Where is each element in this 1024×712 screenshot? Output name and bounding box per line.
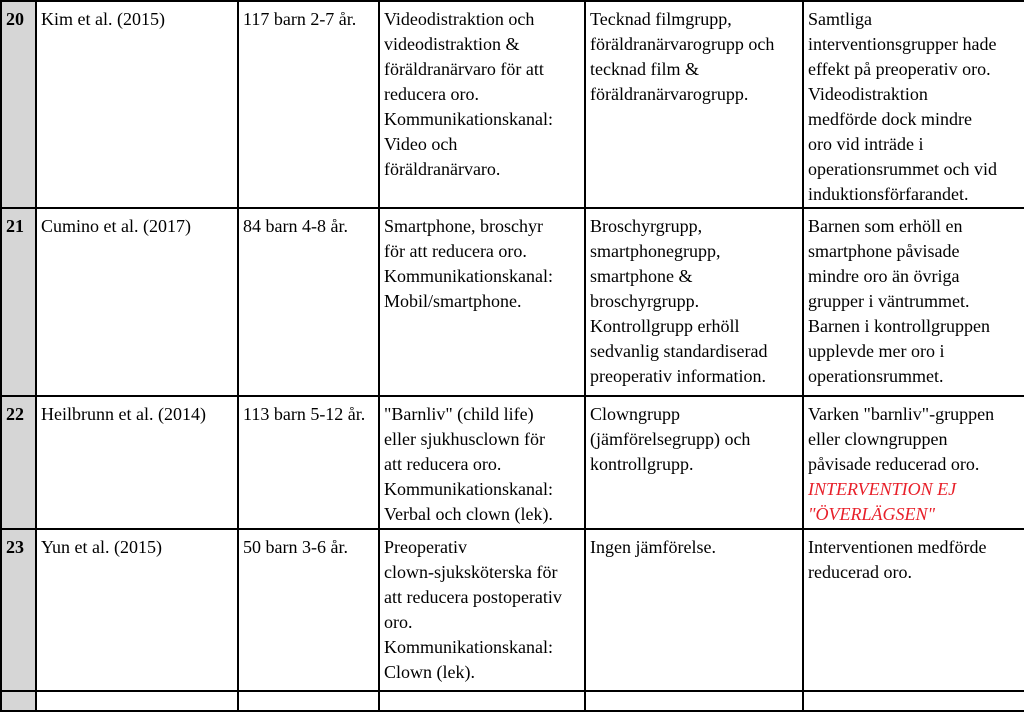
cell-line: mindre oro än övriga <box>808 266 960 286</box>
cell-line: interventionsgrupper hade <box>808 34 997 54</box>
cell-line: Preoperativ <box>384 537 467 557</box>
cell-line: tecknad film & <box>590 59 699 79</box>
cell-line: oro. <box>384 612 413 632</box>
cell-line: upplevde mer oro i <box>808 341 945 361</box>
cell-line: föräldranärvaro för att <box>384 59 544 79</box>
cell-line: effekt på preoperativ oro. <box>808 59 991 79</box>
table-row <box>1 529 1024 691</box>
cell-line: oro vid inträde i <box>808 134 924 154</box>
cell-line: Kontrollgrupp erhöll <box>590 316 740 336</box>
cell-line: preoperativ information. <box>590 366 766 386</box>
author-cell: Kim et al. (2015) <box>36 1 238 208</box>
comparison-cell <box>585 1 803 208</box>
cell-line: för att reducera oro. <box>384 241 527 261</box>
intervention-cell <box>379 396 585 529</box>
cell-line: induktionsförfarandet. <box>808 184 969 204</box>
cell-line: broschyrgrupp. <box>590 291 700 311</box>
row-number: 21 <box>1 208 36 396</box>
cell-line: Barnen som erhöll en <box>808 216 963 236</box>
cell-line: Video och <box>384 134 458 154</box>
row-number: 20 <box>1 1 36 208</box>
intervention-cell <box>379 208 585 396</box>
cell-line: Kommunikationskanal: <box>384 109 553 129</box>
sample-cell: 113 barn 5-12 år. <box>238 396 379 529</box>
cell-line: Clown (lek). <box>384 662 475 682</box>
cell-line: att reducera postoperativ <box>384 587 562 607</box>
comparison-cell <box>585 529 803 691</box>
cell-line: Ingen jämförelse. <box>590 537 716 557</box>
cell-line: eller clowngruppen <box>808 429 948 449</box>
cell-line: eller sjukhusclown för <box>384 429 545 449</box>
cell-line: Videodistraktion <box>808 84 928 104</box>
cell-line: Kommunikationskanal: <box>384 479 553 499</box>
result-cell <box>803 208 1024 396</box>
cell-line: påvisade reducerad oro. <box>808 454 980 474</box>
sample-cell: 84 barn 4-8 år. <box>238 208 379 396</box>
table-row <box>1 691 1024 711</box>
cell-line: föräldranärvarogrupp. <box>590 84 749 104</box>
cell-line: INTERVENTION EJ <box>808 479 957 499</box>
comparison-cell <box>585 691 803 711</box>
intervention-cell <box>379 691 585 711</box>
cell-line: att reducera oro. <box>384 454 502 474</box>
result-cell <box>803 691 1024 711</box>
cell-line: medförde dock mindre <box>808 109 972 129</box>
cell-line: reducerad oro. <box>808 562 912 582</box>
result-cell <box>803 396 1024 529</box>
cell-line: Clowngrupp <box>590 404 680 424</box>
intervention-cell <box>379 529 585 691</box>
author-cell: Cumino et al. (2017) <box>36 208 238 396</box>
comparison-cell <box>585 208 803 396</box>
cell-line: smartphone & <box>590 266 693 286</box>
table-row <box>1 1 1024 208</box>
cell-line: Varken "barnliv"-gruppen <box>808 404 995 424</box>
cell-line: (jämförelsegrupp) och <box>590 429 751 449</box>
cell-line: Broschyrgrupp, <box>590 216 703 236</box>
cell-line: föräldranärvaro. <box>384 159 501 179</box>
comparison-cell <box>585 396 803 529</box>
cell-line: smartphone påvisade <box>808 241 960 261</box>
author-cell <box>36 691 238 711</box>
cell-line: "Barnliv" (child life) <box>384 404 534 424</box>
cell-line: operationsrummet. <box>808 366 944 386</box>
cell-line: grupper i väntrummet. <box>808 291 970 311</box>
cell-line: Smartphone, broschyr <box>384 216 543 236</box>
result-cell <box>803 1 1024 208</box>
table-row <box>1 396 1024 529</box>
cell-line: Samtliga <box>808 9 872 29</box>
cell-line: Interventionen medförde <box>808 537 987 557</box>
author-cell: Heilbrunn et al. (2014) <box>36 396 238 529</box>
sample-cell: 50 barn 3-6 år. <box>238 529 379 691</box>
result-cell <box>803 529 1024 691</box>
row-number <box>1 691 36 711</box>
cell-line: videodistraktion & <box>384 34 520 54</box>
cell-line: Kommunikationskanal: <box>384 266 553 286</box>
cell-line: Verbal och clown (lek). <box>384 504 553 524</box>
cell-line: sedvanlig standardiserad <box>590 341 768 361</box>
cell-line: clown-sjuksköterska för <box>384 562 558 582</box>
cell-line: "ÖVERLÄGSEN" <box>808 504 936 524</box>
cell-line: smartphonegrupp, <box>590 241 721 261</box>
table-row <box>1 208 1024 396</box>
row-number: 22 <box>1 396 36 529</box>
author-cell: Yun et al. (2015) <box>36 529 238 691</box>
cell-line: kontrollgrupp. <box>590 454 694 474</box>
sample-cell <box>238 691 379 711</box>
study-table-body <box>1 1 1024 711</box>
sample-cell: 117 barn 2-7 år. <box>238 1 379 208</box>
cell-line: föräldranärvarogrupp och <box>590 34 775 54</box>
cell-line: Kommunikationskanal: <box>384 637 553 657</box>
intervention-cell <box>379 1 585 208</box>
cell-line: Videodistraktion och <box>384 9 535 29</box>
row-number: 23 <box>1 529 36 691</box>
cell-line: Mobil/smartphone. <box>384 291 522 311</box>
cell-line: operationsrummet och vid <box>808 159 997 179</box>
cell-line: reducera oro. <box>384 84 479 104</box>
cell-line: Barnen i kontrollgruppen <box>808 316 990 336</box>
cell-line: Tecknad filmgrupp, <box>590 9 732 29</box>
